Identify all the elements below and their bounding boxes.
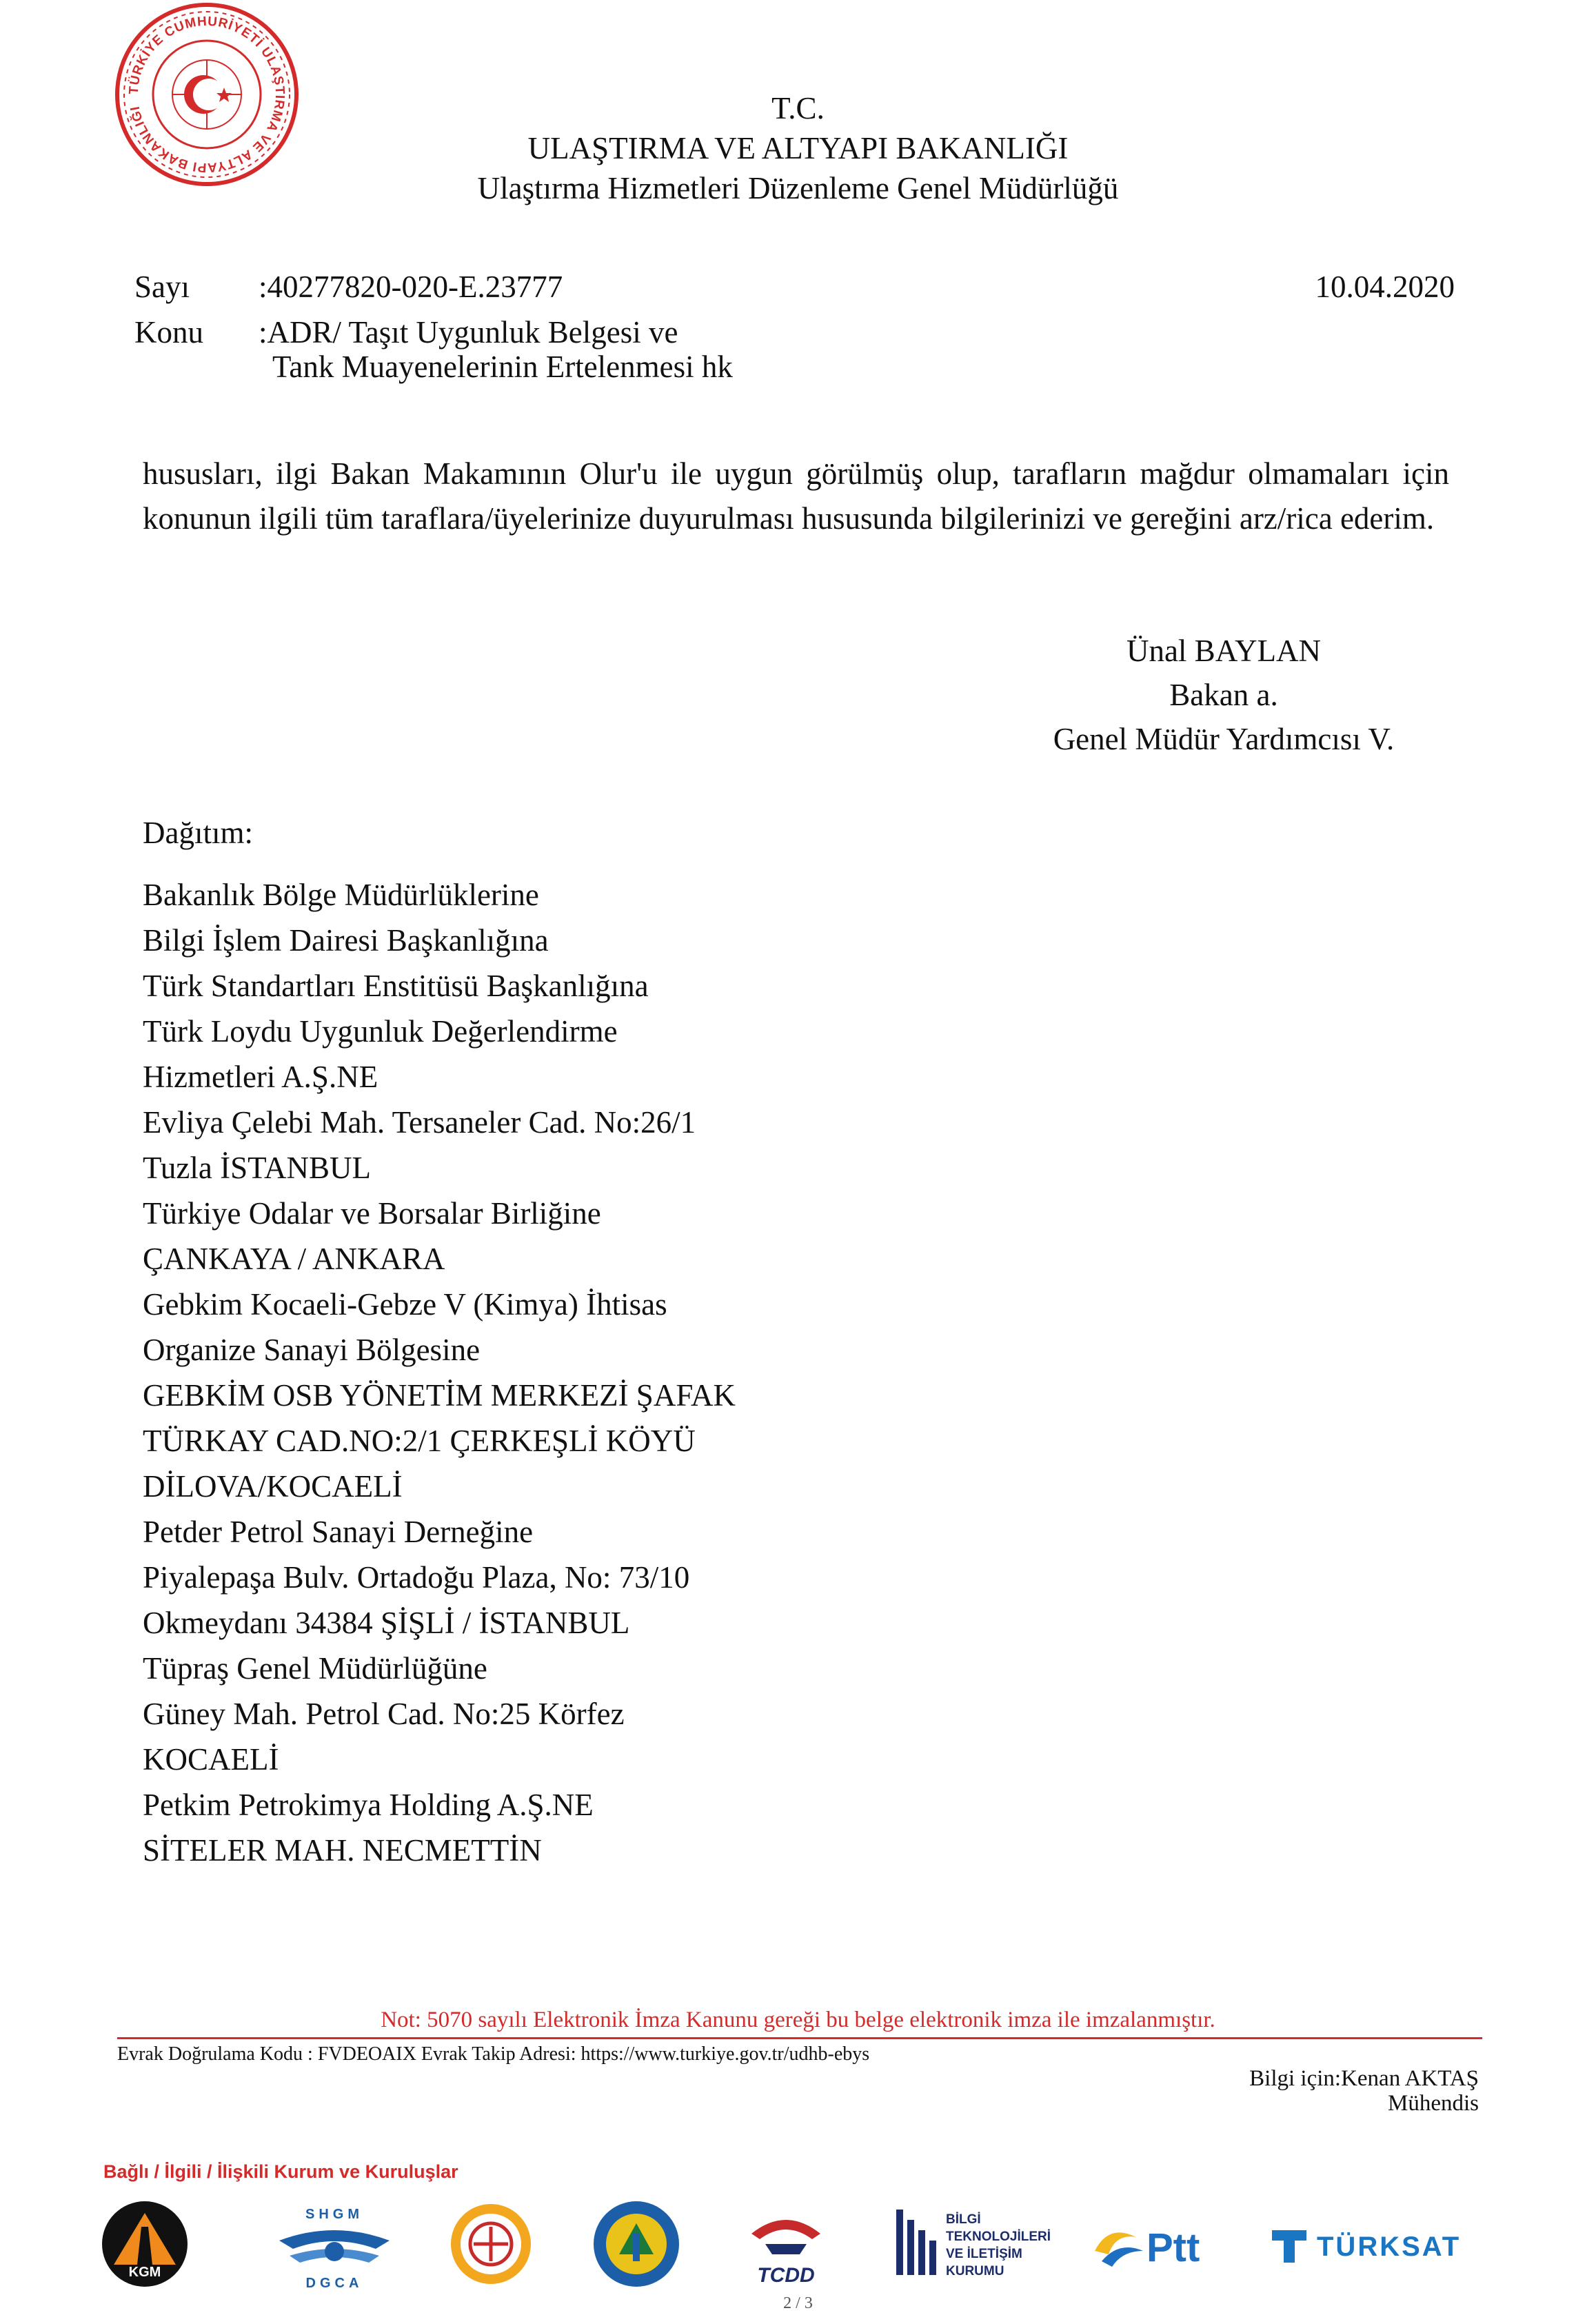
- turksat-logo: [1269, 2199, 1489, 2292]
- page-number: 2 / 3: [783, 2294, 813, 2312]
- header-tc: T.C.: [771, 91, 825, 125]
- ptt-logo: [1088, 2199, 1226, 2292]
- contact-info: [1249, 2066, 1479, 2116]
- shgm-logo: [272, 2199, 396, 2299]
- distribution-line: Bakanlık Bölge Müdürlüklerine: [143, 878, 539, 912]
- verification-line: Evrak Doğrulama Kodu : FVDEOAIX Evrak Takip Adresi: https://www.turkiye.gov.tr/udhb-ebys: [117, 2043, 870, 2065]
- signer-name: Ünal BAYLAN: [1126, 634, 1322, 668]
- distribution-line: Okmeydanı 34384 ŞİŞLİ / İSTANBUL: [143, 1606, 630, 1640]
- svg-text:BİLGİ: BİLGİ: [946, 2212, 981, 2227]
- distribution-line: Tuzla İSTANBUL: [143, 1151, 371, 1185]
- distribution-line: Türk Loydu Uygunluk Değerlendirme: [143, 1014, 618, 1049]
- konu-line1: :ADR/ Taşıt Uygunluk Belgesi ve: [259, 315, 678, 350]
- btk-logo: [896, 2199, 1055, 2292]
- distribution-line: ÇANKAYA / ANKARA: [143, 1242, 445, 1276]
- sayi-label: Sayı: [134, 270, 190, 304]
- signer-title: Genel Müdür Yardımcısı V.: [1053, 722, 1395, 756]
- svg-text:SHGM: SHGM: [305, 2207, 363, 2222]
- distribution-line: Güney Mah. Petrol Cad. No:25 Körfez: [143, 1697, 625, 1731]
- svg-text:Ptt: Ptt: [1147, 2225, 1200, 2270]
- distribution-line: DİLOVA/KOCAELİ: [143, 1469, 403, 1504]
- header-directorate: Ulaştırma Hizmetleri Düzenleme Genel Müdürlüğü: [477, 171, 1119, 205]
- konu-label: Konu: [134, 315, 203, 350]
- distribution-line: Bilgi İşlem Dairesi Başkanlığına: [143, 923, 549, 958]
- signer-on-behalf: Bakan a.: [1169, 678, 1278, 712]
- contact-title: Mühendis: [1388, 2091, 1479, 2116]
- svg-text:TÜRKSAT: TÜRKSAT: [1317, 2232, 1462, 2262]
- related-institutions-title: Bağlı / İlgili / İlişkili Kurum ve Kuruluşlar: [103, 2161, 458, 2182]
- dhmi-logo: [592, 2199, 681, 2292]
- svg-text:DGCA: DGCA: [305, 2276, 363, 2291]
- e-signature-note: Not: 5070 sayılı Elektronik İmza Kanunu gereği bu belge elektronik imza ile imzalanmıştır.: [381, 2008, 1215, 2032]
- svg-text:KGM: KGM: [128, 2265, 161, 2280]
- tcdd-logo: [738, 2199, 834, 2292]
- contact-name: Bilgi için:Kenan AKTAŞ: [1249, 2066, 1479, 2091]
- signature-block: [982, 629, 1465, 761]
- header-ministry: ULAŞTIRMA VE ALTYAPI BAKANLIĞI: [527, 131, 1069, 165]
- svg-text:VE İLETİŞİM: VE İLETİŞİM: [946, 2247, 1022, 2261]
- distribution-heading: Dağıtım:: [143, 816, 253, 850]
- distribution-line: Organize Sanayi Bölgesine: [143, 1333, 481, 1367]
- distribution-line: Türkiye Odalar ve Borsalar Birliğine: [143, 1196, 601, 1231]
- distribution-line: Petder Petrol Sanayi Derneğine: [143, 1515, 534, 1549]
- distribution-line: Türk Standartları Enstitüsü Başkanlığına: [143, 969, 649, 1003]
- footer-divider: [117, 2037, 1482, 2039]
- distribution-list: [143, 872, 736, 1873]
- svg-text:TÜRKİYE CUMHURİYETİ ULAŞTIRMA: TÜRKİYE CUMHURİYETİ ULAŞTIRMA VE ALTYAPI BAKANLIĞI: [126, 14, 287, 175]
- safety-directorate-logo: [448, 2199, 534, 2292]
- distribution-line: Tüpraş Genel Müdürlüğüne: [143, 1651, 487, 1686]
- distribution-line: KOCAELİ: [143, 1742, 279, 1777]
- svg-text:TCDD: TCDD: [757, 2264, 815, 2287]
- konu-line2: Tank Muayenelerinin Ertelenmesi hk: [272, 350, 733, 384]
- distribution-line: Gebkim Kocaeli-Gebze V (Kimya) İhtisas: [143, 1287, 667, 1322]
- distribution-line: Hizmetleri A.Ş.NE: [143, 1060, 378, 1094]
- distribution-line: SİTELER MAH. NECMETTİN: [143, 1833, 542, 1868]
- svg-text:KURUMU: KURUMU: [946, 2264, 1004, 2278]
- distribution-line: Piyalepaşa Bulv. Ortadoğu Plaza, No: 73/10: [143, 1560, 690, 1595]
- distribution-line: Petkim Petrokimya Holding A.Ş.NE: [143, 1788, 594, 1822]
- kgm-logo: [100, 2199, 190, 2292]
- distribution-line: GEBKİM OSB YÖNETİM MERKEZİ ŞAFAK: [143, 1378, 736, 1413]
- sayi-value: :40277820-020-E.23777: [259, 270, 563, 304]
- distribution-line: TÜRKAY CAD.NO:2/1 ÇERKEŞLİ KÖYÜ: [143, 1424, 696, 1458]
- document-date: 10.04.2020: [1315, 270, 1455, 304]
- distribution-line: Evliya Çelebi Mah. Tersaneler Cad. No:26/1: [143, 1105, 696, 1140]
- body-paragraph: hususları, ilgi Bakan Makamının Olur'u ile uygun görülmüş olup, tarafların mağdur olmamaları için konunun ilgili tüm taraflara/üyelerinize duyurulması hususunda bilgilerinizi ve gereğini arz/rica ederim.: [143, 456, 1449, 536]
- svg-text:TEKNOLOJİLERİ: TEKNOLOJİLERİ: [946, 2230, 1051, 2244]
